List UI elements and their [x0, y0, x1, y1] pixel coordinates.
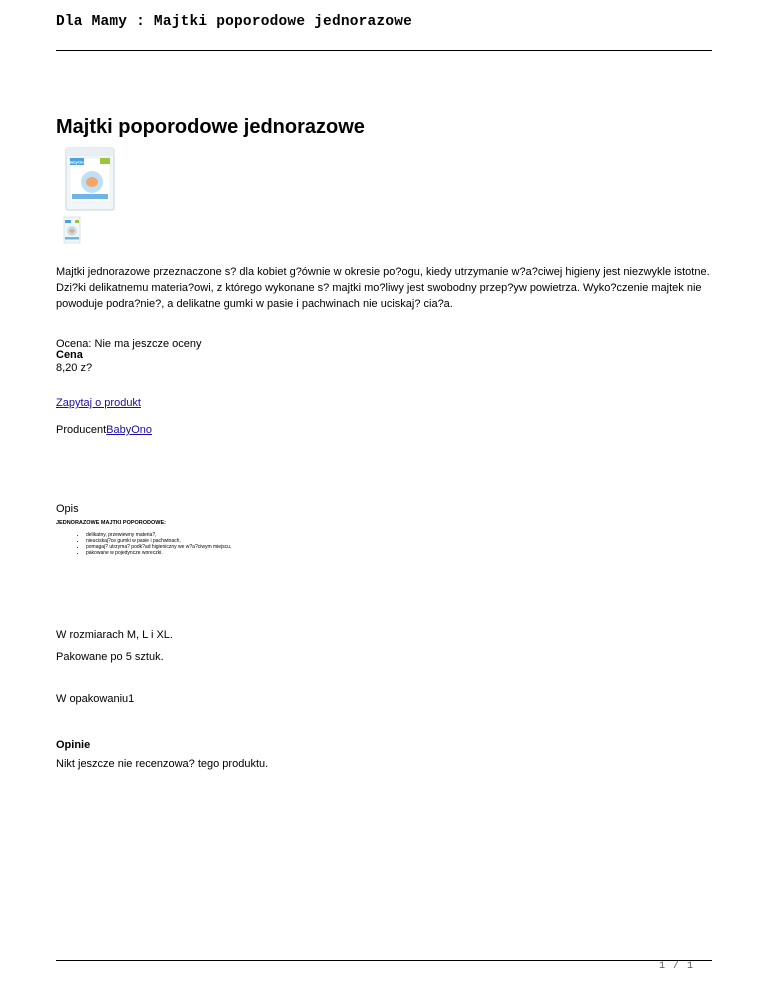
feature-list-item: • delikatny, przewiewny materia?,	[86, 532, 231, 538]
page-number: 1 / 1	[658, 961, 694, 972]
opinions-heading: Opinie	[56, 739, 91, 751]
package-quantity-text: W opakowaniu1	[56, 693, 135, 705]
description-feature-list	[76, 532, 231, 556]
product-title: Majtki poporodowe jednorazowe	[56, 116, 365, 138]
product-intro: Majtki jednorazowe przeznaczone s? dla kobiet g?ównie w okresie po?ogu, kiedy utrzymanie w?a?ciwej higieny jest niezwykle istotne. Dzi?ki delikatnemu materia?owi, z którego wykonane s? majtki mo?liwy jest swobodny przep?yw powietrza. Wyko?czenie majtek nie powoduje podra?nie?, a delikatne gumki w pasie i pachwinach nie uciskaj? cia?a.	[56, 266, 710, 310]
header-divider	[56, 50, 712, 51]
price-value: 8,20 z?	[56, 362, 93, 374]
page-header-title: Dla Mamy : Majtki poporodowe jednorazowe	[56, 14, 413, 30]
producer-line	[56, 422, 152, 438]
sizes-text: W rozmiarach M, L i XL.	[56, 629, 173, 641]
description-heading: JEDNORAZOWE MAJTKI POPORODOWE:	[56, 520, 167, 526]
description-label: Opis	[56, 503, 79, 515]
rating-text: Ocena: Nie ma jeszcze oceny	[56, 338, 202, 350]
producer-label: Producent	[56, 424, 107, 436]
feature-list-item: • pakowane w pojedyncze woreczki.	[86, 550, 231, 556]
feature-list-item: • nieuciskaj?ce gumki w pasie i pachwinach,	[86, 538, 231, 544]
product-image[interactable]	[64, 146, 116, 212]
feature-list-item: • pomagaj? utrzyma? podk?ad higieniczny we w?a?ciwym miejscu,	[86, 544, 231, 550]
producer-link[interactable]: BabyOno	[106, 424, 153, 436]
price-label: Cena	[56, 349, 83, 361]
packaging-text: Pakowane po 5 sztuk.	[56, 651, 164, 663]
footer-divider	[56, 960, 712, 961]
ask-about-product-link[interactable]: Zapytaj o produkt	[56, 397, 141, 409]
opinions-empty-text: Nikt jeszcze nie recenzowa? tego produktu.	[56, 758, 269, 770]
product-thumbnail[interactable]	[63, 216, 81, 244]
brand-logo: BabyOno	[68, 159, 86, 165]
